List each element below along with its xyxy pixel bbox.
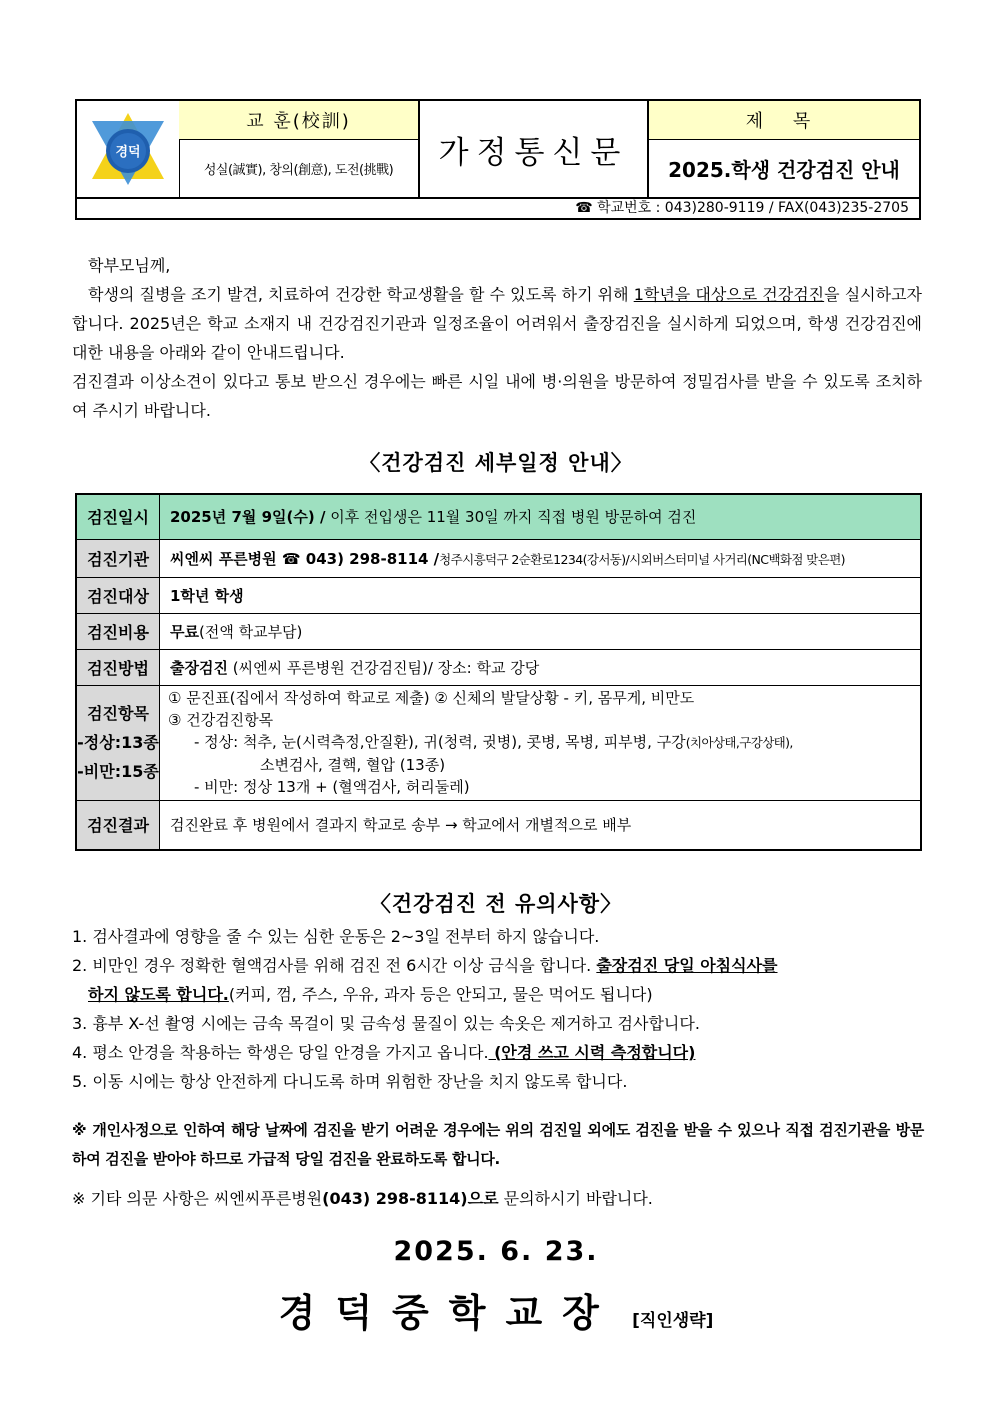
method-label: 검진방법 (76, 649, 160, 685)
items-label-3: -비만:15종 (77, 762, 159, 781)
target-value: 1학년 학생 (160, 577, 922, 613)
items-line-2: ③ 건강검진항목 (168, 711, 274, 729)
newsletter-title: 가정통신문 (420, 101, 649, 197)
etc-b: (043) 298-8114)으로 (322, 1189, 499, 1208)
intro-p1-underline: 1학년을 대상으로 건강검진 (633, 285, 825, 304)
date-value (160, 494, 922, 539)
table-row (76, 613, 921, 649)
cost-rest: (전액 학교부담) (198, 622, 303, 641)
org-address: 청주시흥덕구 2순환로1234(강서동)/시외버스터미널 사거리(NC백화점 맞은편) (439, 551, 845, 567)
items-label-1: 검진항목 (87, 704, 149, 723)
table-row (76, 685, 921, 800)
principal-name: 경덕중학교장 (278, 1291, 619, 1335)
items-label-2: -정상:13종 (77, 733, 159, 752)
etc-a: ※ 기타 의문 사항은 씨엔씨푸른병원 (72, 1189, 323, 1208)
items-line-4: 소변검사, 결핵, 혈압 (13종) (260, 756, 446, 774)
items-label (76, 685, 160, 800)
note-2 (72, 951, 924, 980)
school-emblem-icon (88, 109, 168, 189)
seal-note: [직인생략] (632, 1311, 714, 1331)
warning-text: ※ 개인사정으로 인하여 해당 날짜에 검진을 받기 어려운 경우에는 위의 검진일 외에도 검진을 받을 수 있으나 직접 검진기관을 방문하여 검진을 받아야 하므로 가급적 당일 검진을 완료하도록 합니다. (72, 1121, 924, 1168)
target-label: 검진대상 (76, 577, 160, 613)
cost-value (160, 613, 922, 649)
table-row (76, 800, 921, 850)
intro-paragraph-1 (72, 280, 922, 367)
items-line-1: ① 문진표(집에서 작성하여 학교로 제출) ② 신체의 발달상황 - 키, 몸무게, 비만도 (168, 689, 695, 707)
notes-list (72, 922, 924, 1096)
schedule-table (75, 493, 922, 851)
motto-title: 교 훈(校訓) (179, 101, 420, 140)
org-label: 검진기관 (76, 539, 160, 577)
items-line-3-text: - 정상: 척추, 눈(시력측정,안질환), 귀(청력, 귓병), 콧병, 목병, 피부병, 구강 (194, 733, 686, 751)
contact-line: ☎ 학교번호 : 043)280-9119 / FAX(043)235-2705 (77, 197, 919, 218)
date-label: 검진일시 (76, 494, 160, 539)
note-4-a: 4. 평소 안경을 착용하는 학생은 당일 안경을 가지고 옵니다. (72, 1043, 489, 1062)
table-row (76, 494, 921, 539)
logo-text: 경덕 (115, 145, 141, 160)
notes-title: 〈건강검진 전 유의사항〉 (369, 892, 623, 916)
note-3: 3. 흉부 X-선 촬영 시에는 금속 목걸이 및 금속성 물질이 있는 속옷은 제거하고 검사합니다. (72, 1014, 700, 1033)
result-value: 검진완료 후 병원에서 결과지 학교로 송부 → 학교에서 개별적으로 배부 (160, 800, 922, 850)
subject-title: 제 목 (649, 101, 919, 140)
etc-line (72, 1186, 653, 1209)
note-5: 5. 이동 시에는 항상 안전하게 다니도록 하며 위험한 장난을 치지 않도록 합니다. (72, 1072, 628, 1091)
cost-bold: 무료 (170, 622, 199, 641)
note-2-a: 2. 비만인 경우 정확한 혈액검사를 위해 검진 전 6시간 이상 금식을 합니다. (72, 956, 597, 975)
note-4 (72, 1038, 924, 1067)
note-2-cont (72, 980, 924, 1009)
motto-text: 성실(誠實), 창의(創意), 도전(挑戰) (179, 140, 420, 197)
intro-paragraph-2: 검진결과 이상소견이 있다고 통보 받으신 경우에는 빠른 시일 내에 병·의원을 방문하여 정밀검사를 받을 수 있도록 조치하여 주시기 바랍니다. (72, 372, 922, 420)
cost-label: 검진비용 (76, 613, 160, 649)
intro-p1-b: 을 실시하고자 합니다. 2025년은 학교 소재지 내 건강검진기관과 일정조율이 어려워서 출장검진을 실시하게 되었으며, 학생 건강검진에 대한 내용을 아래와 같이 안내드립니다. (72, 285, 922, 362)
school-logo (77, 101, 180, 197)
date-rest: 이후 전입생은 11월 30일 까지 직접 병원 방문하여 검진 (325, 508, 697, 527)
items-value (160, 685, 922, 800)
items-line-3-small: (치아상태,구강상태), (685, 735, 793, 750)
etc-c: 문의하시기 바랍니다. (498, 1189, 653, 1208)
table-row (76, 539, 921, 577)
note-2-underline-1: 출장검진 당일 아침식사를 (596, 956, 778, 975)
date-bold: 2025년 7월 9일(수) / (170, 508, 326, 527)
principal-line (0, 1282, 992, 1337)
issue-date: 2025. 6. 23. (393, 1236, 599, 1267)
org-value (160, 539, 922, 577)
schedule-title: 〈건강검진 세부일정 안내〉 (359, 451, 633, 475)
subject-text: 2025.학생 건강검진 안내 (668, 158, 900, 182)
method-bold: 출장검진 (170, 658, 228, 677)
result-label: 검진결과 (76, 800, 160, 850)
method-rest: (씨엔씨 푸른병원 건강검진팀)/ 장소: 학교 강당 (227, 658, 540, 677)
header-box (75, 99, 921, 220)
items-line-3 (168, 731, 910, 754)
table-row (76, 577, 921, 613)
items-line-5: - 비만: 정상 13개 + (혈액검사, 허리둘레) (194, 778, 470, 796)
note-4-underline: (안경 쓰고 시력 측정합니다) (488, 1043, 696, 1062)
org-bold: 씨엔씨 푸른병원 ☎ 043) 298-8114 / (170, 549, 440, 568)
table-row (76, 649, 921, 685)
intro-p1-a: 학생의 질병을 조기 발견, 치료하여 건강한 학교생활을 할 수 있도록 하기 위해 (88, 285, 634, 304)
note-1: 1. 검사결과에 영향을 줄 수 있는 심한 운동은 2~3일 전부터 하지 않습니다. (72, 927, 600, 946)
note-2-underline-2: 하지 않도록 합니다. (88, 985, 229, 1004)
greeting: 학부모님께, (88, 256, 171, 275)
intro-section (72, 251, 922, 425)
method-value (160, 649, 922, 685)
note-2-b: (커피, 껌, 주스, 우유, 과자 등은 안되고, 물은 먹어도 됩니다) (228, 985, 653, 1004)
